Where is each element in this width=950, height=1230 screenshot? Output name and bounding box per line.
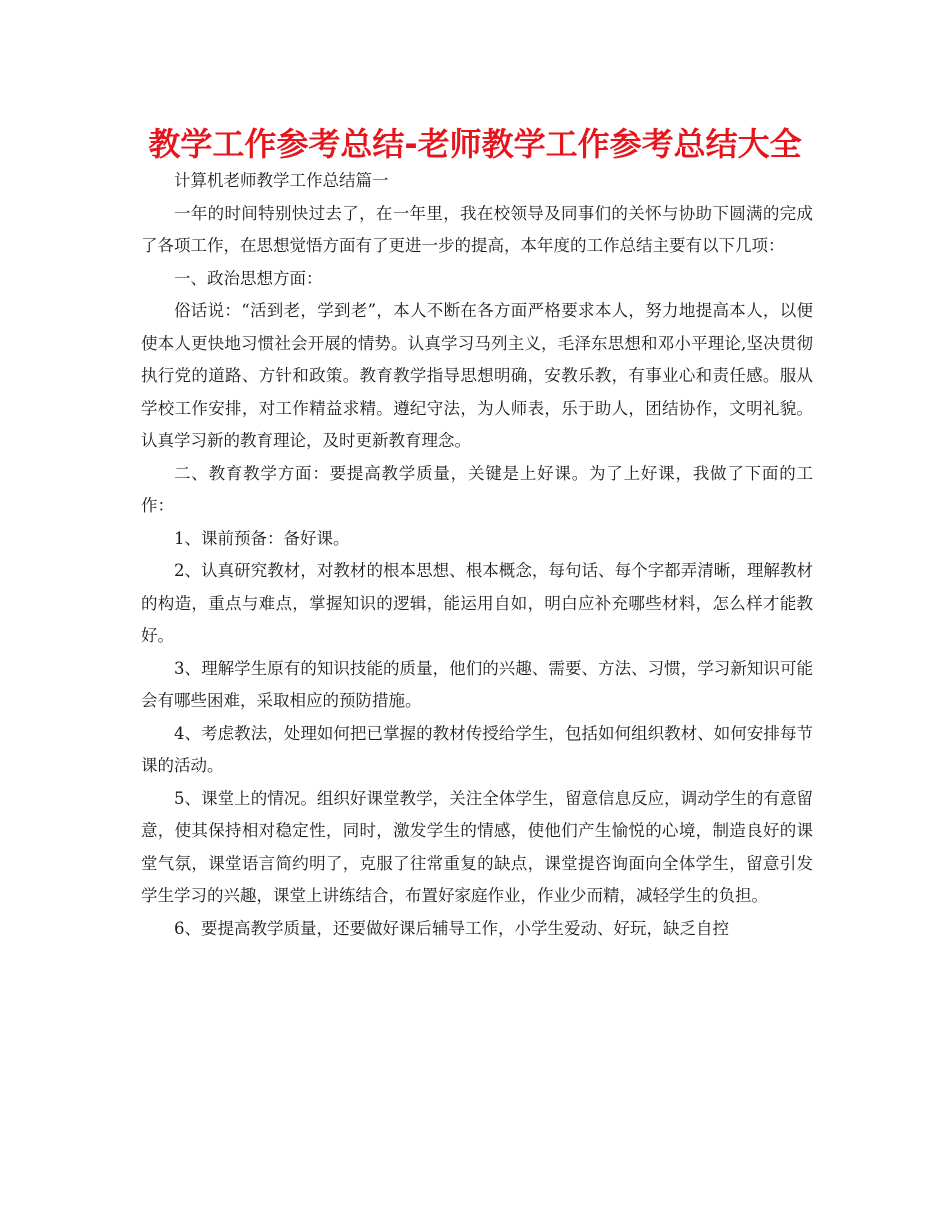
paragraph: 俗话说：“活到老，学到老”，本人不断在各方面严格要求本人，努力地提高本人，以便使本人更快地习惯社会开展的情势。认真学习马列主义，毛泽东思想和邓小平理论,坚决贯彻执行党的道路、方针和政策。教育教学指导思想明确，安教乐教，有事业心和责任感。服从学校工作安排，对工作精益求精。遵纪守法，为人师表，乐于助人，团结协作，文明礼貌。认真学习新的教育理论，及时更新教育理念。 <box>141 301 813 450</box>
list-item: 3、理解学生原有的知识技能的质量，他们的兴趣、需要、方法、习惯，学习新知识可能会有哪些困难，采取相应的预防措施。 <box>141 658 813 710</box>
list-item: 1、课前预备：备好课。 <box>174 528 350 548</box>
list-item: 6、要提高教学质量，还要做好课后辅导工作，小学生爱动、好玩，缺乏自控 <box>174 918 729 938</box>
list-item: 2、认真研究教材，对教材的根本思想、根本概念，每句话、每个字都弄清晰，理解教材的构造，重点与难点，掌握知识的逻辑，能运用自如，明白应补充哪些材料，怎么样才能教好。 <box>141 561 813 645</box>
section-heading: 计算机老师教学工作总结篇一 <box>174 171 389 190</box>
list-item: 5、课堂上的情况。组织好课堂教学，关注全体学生，留意信息反应，调动学生的有意留意，使其保持相对稳定性，同时，激发学生的情感，使他们产生愉悦的心境，制造良好的课堂气氛，课堂语言简约明了，克服了往常重复的缺点，课堂提咨询面向全体学生，留意引发学生学习的兴趣，课堂上讲练结合，布置好家庭作业，作业少而精，减轻学生的负担。 <box>141 788 813 905</box>
document-title: 教学工作参考总结-老师教学工作参考总结大全 <box>148 125 802 163</box>
paragraph: 二、教育教学方面：要提高教学质量，关键是上好课。为了上好课，我做了下面的工作： <box>141 463 813 515</box>
list-item: 4、考虑教法，处理如何把已掌握的教材传授给学生，包括如何组织教材、如何安排每节课的活动。 <box>141 723 813 775</box>
document-body <box>141 165 813 945</box>
section-heading: 一、政治思想方面： <box>174 268 323 288</box>
paragraph: 一年的时间特别快过去了，在一年里，我在校领导及同事们的关怀与协助下圆满的完成了各项工作，在思想觉悟方面有了更进一步的提高，本年度的工作总结主要有以下几项： <box>141 203 813 255</box>
